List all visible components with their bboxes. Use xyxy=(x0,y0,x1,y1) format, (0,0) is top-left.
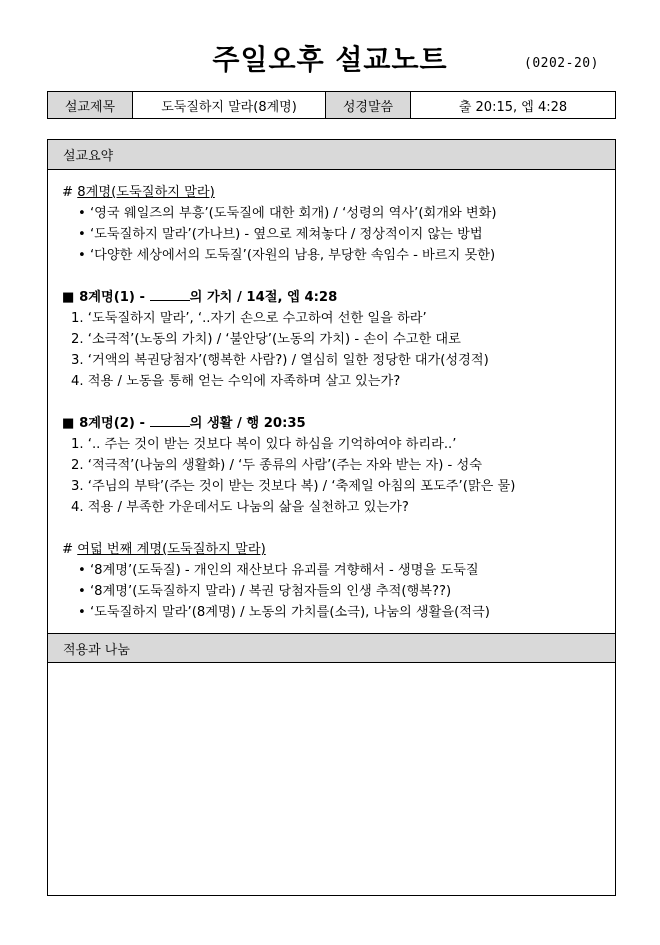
section-heading: ■ 8계명(1) - 의 가치 / 14절, 엡 4:28 xyxy=(62,290,338,305)
scripture-value: 출 20:15, 엡 4:28 xyxy=(458,99,568,115)
section-heading: # 8계명(도둑질하지 말라) xyxy=(62,185,215,200)
list-item: 3. ‘거액의 복권당첨자’(행복한 사람?) / 열심히 일한 정당한 대가(성경적) xyxy=(71,353,489,368)
sermon-title-label: 설교제목 xyxy=(48,92,133,118)
sermon-info-table xyxy=(47,91,616,119)
section-heading: ■ 8계명(2) - 의 생활 / 행 20:35 xyxy=(62,416,306,431)
page-title: 주일오후 설교노트 xyxy=(212,43,448,76)
list-item: 3. ‘주님의 부탁’(주는 것이 받는 것보다 복) / ‘축제일 아침의 포도주’(맑은 물) xyxy=(71,479,516,494)
list-item: 4. 적용 / 노동을 통해 얻는 수익에 자족하며 살고 있는가? xyxy=(71,374,401,389)
list-item: • ‘다양한 세상에서의 도둑질’(자원의 남용, 부당한 속임수 - 바르지 못한) xyxy=(78,248,496,263)
section-heading: # 여덟 번째 계명(도둑질하지 말라) xyxy=(62,542,266,557)
application-box xyxy=(47,633,616,896)
scripture-label: 성경말씀 xyxy=(326,92,411,118)
list-item: • ‘도둑질하지 말라’(8계명) / 노동의 가치를(소극), 나눔의 생활을(적극) xyxy=(78,605,490,620)
list-item: • ‘8계명’(도둑질) - 개인의 재산보다 유괴를 겨향해서 - 생명을 도둑질 xyxy=(78,563,479,578)
list-item: • ‘8계명’(도둑질하지 말라) / 복권 당첨자들의 인생 추적(행복??) xyxy=(78,584,452,599)
list-item: • ‘도둑질하지 말라’(가나브) - 옆으로 제쳐놓다 / 정상적이지 않는 방법 xyxy=(78,227,483,242)
application-header: 적용과 나눔 xyxy=(48,633,615,663)
summary-header: 설교요약 xyxy=(48,140,615,170)
list-item: 4. 적용 / 부족한 가운데서도 나눔의 삶을 실천하고 있는가? xyxy=(71,500,409,515)
list-item: 1. ‘.. 주는 것이 받는 것보다 복이 있다 하심을 기억하여야 하리라..’ xyxy=(71,437,457,452)
document-code: (0202-20) xyxy=(524,56,599,71)
list-item: 2. ‘소극적’(노동의 가치) / ‘불안당’(노동의 가치) - 손이 수고한 대로 xyxy=(71,332,461,347)
list-item: 1. ‘도둑질하지 말라’, ‘..자기 손으로 수고하여 선한 일을 하라’ xyxy=(71,311,427,326)
list-item: • ‘영국 웨일즈의 부흥’(도둑질에 대한 회개) / ‘성령의 역사’(회개와 변화) xyxy=(78,206,497,221)
summary-content xyxy=(62,182,614,623)
fill-in-blank xyxy=(150,414,190,427)
fill-in-blank xyxy=(150,288,190,301)
list-item: 2. ‘적극적’(나눔의 생활화) / ‘두 종류의 사람’(주는 자와 받는 자) - 성숙 xyxy=(71,458,482,473)
sermon-title-value: 도둑질하지 말라(8계명) xyxy=(133,92,326,118)
